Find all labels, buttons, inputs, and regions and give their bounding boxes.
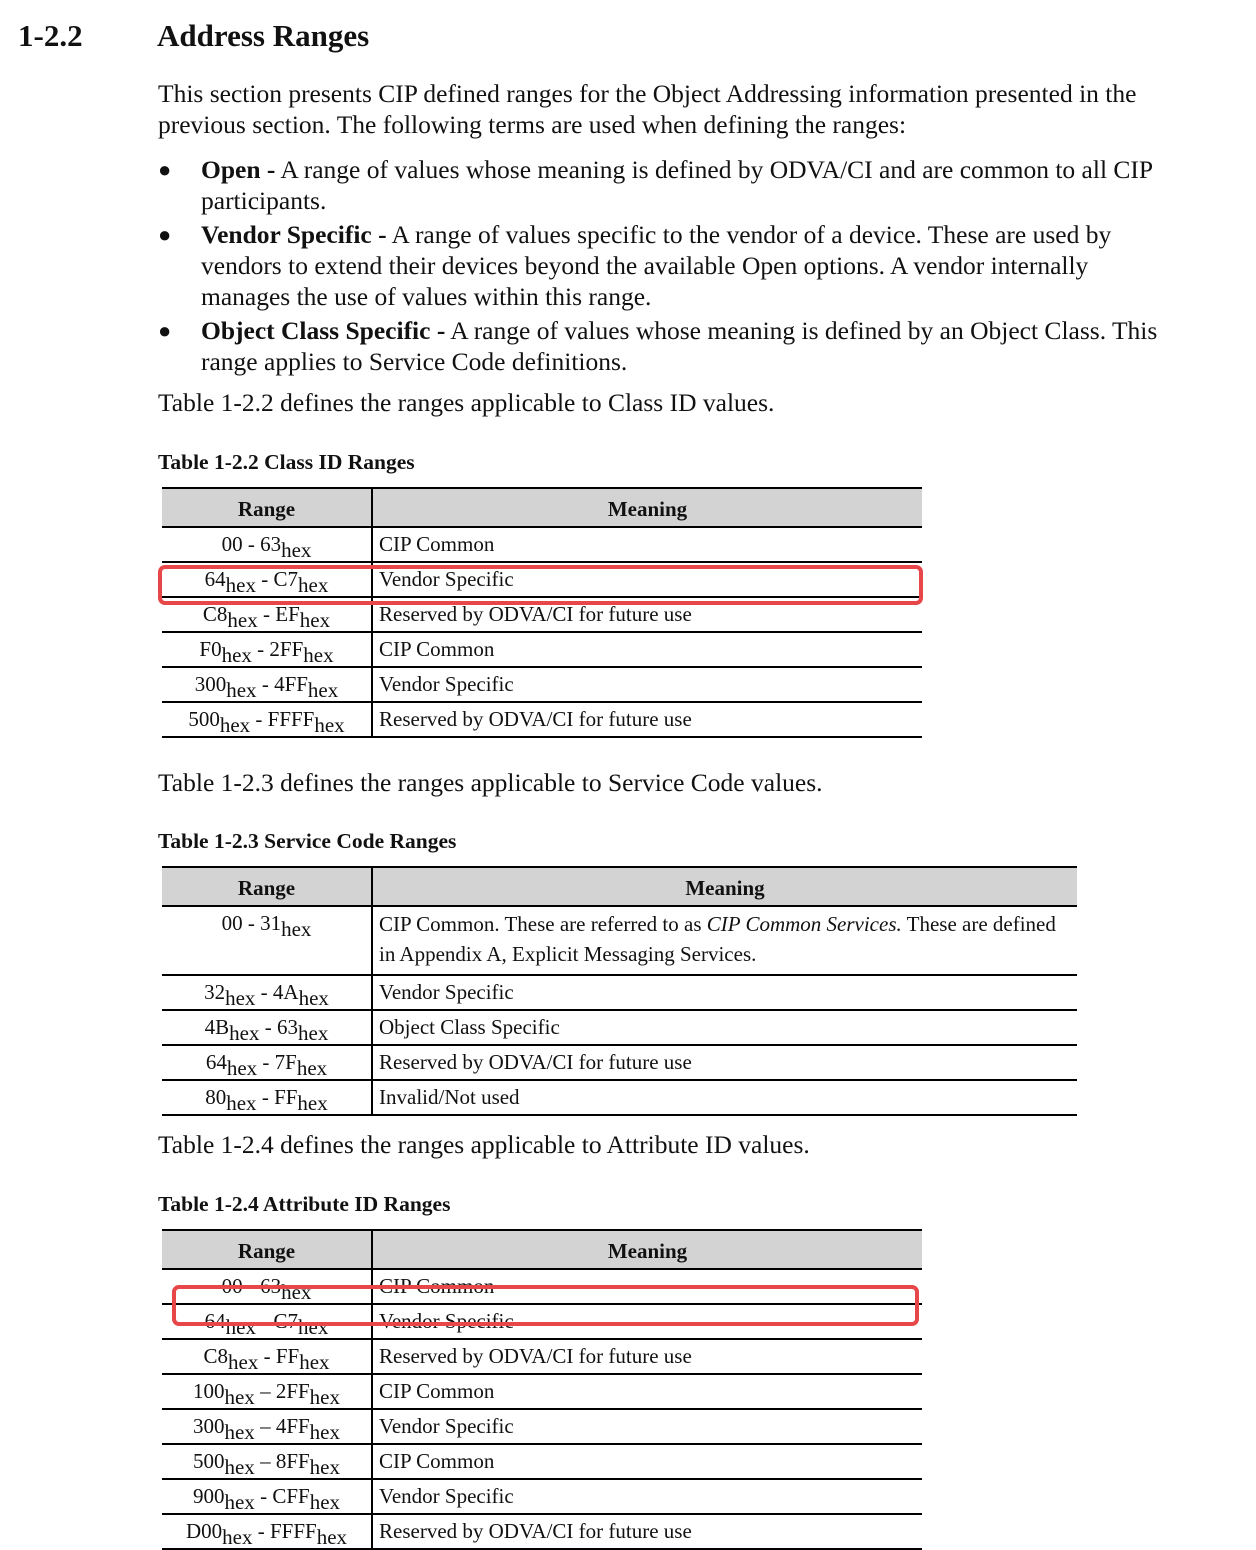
range-start-suffix: hex bbox=[224, 1420, 255, 1444]
meaning-text: Object Class Specific bbox=[379, 1015, 560, 1039]
range-start-suffix: hex bbox=[224, 1385, 255, 1409]
meaning-cell bbox=[372, 1080, 1077, 1115]
range-start: 80 bbox=[205, 1085, 227, 1109]
table-row bbox=[162, 632, 922, 667]
table-row bbox=[162, 1304, 922, 1339]
range-cell bbox=[162, 1409, 372, 1444]
table-row bbox=[162, 1514, 922, 1549]
range-separator: - bbox=[259, 1015, 277, 1039]
range-cell bbox=[162, 597, 372, 632]
range-end: 4A bbox=[272, 980, 299, 1004]
range-end-suffix: hex bbox=[297, 1091, 328, 1115]
range-start: 500 bbox=[192, 1449, 225, 1473]
table-row bbox=[162, 1045, 1077, 1080]
range-start: 100 bbox=[192, 1379, 225, 1403]
meaning-cell bbox=[372, 562, 922, 597]
meaning-text: CIP Common bbox=[379, 1274, 495, 1298]
term-definition: A range of values whose meaning is defined by an Object Class. This range applies to Service Code definitions. bbox=[201, 316, 1158, 376]
range-end-suffix: hex bbox=[298, 1021, 329, 1045]
table-header-row bbox=[162, 488, 922, 527]
range-end-suffix: hex bbox=[303, 643, 334, 667]
meaning-text-continued: These are defined in Appendix A, Explicit Messaging Services. bbox=[379, 912, 1056, 966]
range-cell bbox=[162, 667, 372, 702]
meaning-cell bbox=[372, 1409, 922, 1444]
range-cell bbox=[162, 702, 372, 737]
range-cell bbox=[162, 1045, 372, 1080]
meaning-cell bbox=[372, 667, 922, 702]
table-row bbox=[162, 562, 922, 597]
table-row bbox=[162, 1010, 1077, 1045]
range-end: C7 bbox=[273, 1309, 298, 1333]
meaning-text: Vendor Specific bbox=[379, 672, 514, 696]
meaning-cell bbox=[372, 597, 922, 632]
range-start: F0 bbox=[199, 637, 222, 661]
range-end: FF bbox=[274, 1085, 298, 1109]
table-row bbox=[162, 597, 922, 632]
meaning-text: Reserved by ODVA/CI for future use bbox=[379, 602, 692, 626]
range-start-suffix: hex bbox=[225, 1315, 256, 1339]
bullet-icon: ● bbox=[158, 222, 172, 247]
range-start: 64 bbox=[204, 1309, 226, 1333]
range-start: 00 - 63 bbox=[221, 532, 282, 556]
meaning-text: Reserved by ODVA/CI for future use bbox=[379, 1344, 692, 1368]
range-cell bbox=[162, 562, 372, 597]
meaning-cell bbox=[372, 906, 1077, 975]
range-start: D00 bbox=[185, 1519, 223, 1543]
range-end: 2FF bbox=[275, 1379, 310, 1403]
range-end: FFFF bbox=[269, 1519, 317, 1543]
meaning-cell bbox=[372, 1514, 922, 1549]
range-separator: - bbox=[257, 1050, 275, 1074]
bullet-icon: ● bbox=[158, 157, 172, 182]
term-list bbox=[158, 154, 1168, 377]
range-cell bbox=[162, 1339, 372, 1374]
meaning-text: CIP Common. These are referred to as bbox=[379, 912, 707, 936]
range-column-header: Range bbox=[162, 1230, 372, 1269]
range-start-suffix: hex bbox=[222, 1525, 253, 1549]
range-start: 64 bbox=[204, 567, 226, 591]
range-start: 500 bbox=[188, 707, 220, 731]
table-row bbox=[162, 1409, 922, 1444]
class-id-ranges-table bbox=[162, 487, 922, 738]
range-separator: - bbox=[258, 1344, 276, 1368]
meaning-cell bbox=[372, 632, 922, 667]
range-separator: - bbox=[255, 567, 274, 591]
attribute-id-ranges-table bbox=[162, 1229, 922, 1550]
range-start: C8 bbox=[203, 1344, 228, 1368]
table-lead-class-id: Table 1-2.2 defines the ranges applicable to Class ID values. bbox=[158, 388, 775, 417]
meaning-text: Reserved by ODVA/CI for future use bbox=[379, 1050, 692, 1074]
table-row bbox=[162, 702, 922, 737]
meaning-text: Vendor Specific bbox=[379, 1414, 514, 1438]
range-start-suffix: hex bbox=[228, 1350, 259, 1374]
table-caption-attribute-id: Table 1-2.4 Attribute ID Ranges bbox=[158, 1192, 451, 1216]
table-header-row bbox=[162, 1230, 922, 1269]
term-item-object-class-specific bbox=[158, 315, 1168, 377]
range-cell bbox=[162, 1304, 372, 1339]
table-header-row bbox=[162, 867, 1077, 906]
meaning-cell bbox=[372, 1045, 1077, 1080]
table-row bbox=[162, 975, 1077, 1010]
range-start: 300 bbox=[194, 672, 227, 696]
range-end-suffix: hex bbox=[298, 986, 329, 1010]
meaning-text: Vendor Specific bbox=[379, 980, 514, 1004]
meaning-text: Vendor Specific bbox=[379, 1309, 514, 1333]
table-caption-class-id: Table 1-2.2 Class ID Ranges bbox=[158, 450, 415, 474]
range-end-suffix: hex bbox=[299, 608, 331, 632]
range-separator: - bbox=[250, 707, 268, 731]
range-cell bbox=[162, 1269, 372, 1304]
term-definition: A range of values whose meaning is defined by ODVA/CI and are common to all CIP participants. bbox=[201, 155, 1153, 215]
range-start-suffix: hex bbox=[226, 1056, 258, 1080]
section-body bbox=[158, 78, 1168, 1550]
range-start-suffix: hex bbox=[226, 678, 257, 702]
term-label: Vendor Specific - bbox=[201, 220, 387, 249]
meaning-column-header: Meaning bbox=[372, 488, 922, 527]
table-caption-service-code: Table 1-2.3 Service Code Ranges bbox=[158, 829, 457, 853]
range-start: 900 bbox=[192, 1484, 225, 1508]
range-end: C7 bbox=[273, 567, 298, 591]
meaning-text: CIP Common bbox=[379, 1379, 495, 1403]
range-end-suffix: hex bbox=[316, 1525, 348, 1549]
bullet-icon: ● bbox=[158, 318, 172, 343]
meaning-column-header: Meaning bbox=[372, 1230, 922, 1269]
meaning-cell bbox=[372, 1444, 922, 1479]
term-definition: A range of values specific to the vendor of a device. These are used by vendors to extend their devices beyond the available Open options. A vendor internally manages the use of values within this range. bbox=[201, 220, 1112, 311]
range-column-header: Range bbox=[162, 867, 372, 906]
range-column-header: Range bbox=[162, 488, 372, 527]
table-row bbox=[162, 527, 922, 562]
range-end-suffix: hex bbox=[296, 1056, 328, 1080]
range-start: 4B bbox=[204, 1015, 230, 1039]
range-separator: - bbox=[256, 1085, 275, 1109]
range-end: 2FF bbox=[269, 637, 304, 661]
range-end: 4FF bbox=[274, 672, 308, 696]
range-separator: - bbox=[251, 637, 270, 661]
range-cell bbox=[162, 527, 372, 562]
range-start-suffix: hex bbox=[219, 713, 251, 737]
range-end: 7F bbox=[274, 1050, 297, 1074]
meaning-column-header: Meaning bbox=[372, 867, 1077, 906]
range-end-suffix: hex bbox=[281, 917, 312, 941]
meaning-cell bbox=[372, 1269, 922, 1304]
table-row bbox=[162, 1080, 1077, 1115]
range-end-suffix: hex bbox=[307, 678, 339, 702]
range-end: FF bbox=[275, 1344, 300, 1368]
service-code-ranges-table bbox=[162, 866, 1077, 1116]
range-cell bbox=[162, 1479, 372, 1514]
meaning-text: CIP Common bbox=[379, 637, 495, 661]
range-end: 8FF bbox=[275, 1449, 310, 1473]
range-start: 00 - 31 bbox=[221, 911, 282, 935]
range-end-suffix: hex bbox=[309, 1385, 340, 1409]
meaning-cell bbox=[372, 527, 922, 562]
range-start-suffix: hex bbox=[229, 1021, 260, 1045]
range-end: 4FF bbox=[275, 1414, 310, 1438]
range-separator: - bbox=[255, 1309, 274, 1333]
range-cell bbox=[162, 1080, 372, 1115]
range-cell bbox=[162, 1444, 372, 1479]
range-separator: – bbox=[254, 1414, 276, 1438]
range-start: 64 bbox=[205, 1050, 227, 1074]
range-end: 63 bbox=[277, 1015, 298, 1039]
table-row bbox=[162, 667, 922, 702]
range-separator: - bbox=[256, 672, 275, 696]
meaning-cell bbox=[372, 1374, 922, 1409]
meaning-cell bbox=[372, 975, 1077, 1010]
range-cell bbox=[162, 632, 372, 667]
table-row bbox=[162, 1444, 922, 1479]
range-start-suffix: hex bbox=[225, 573, 256, 597]
range-separator: – bbox=[254, 1449, 276, 1473]
range-end-suffix: hex bbox=[298, 1315, 329, 1339]
term-label: Open - bbox=[201, 155, 276, 184]
table-lead-attribute-id: Table 1-2.4 defines the ranges applicable to Attribute ID values. bbox=[158, 1130, 810, 1159]
range-cell bbox=[162, 1514, 372, 1549]
table-row bbox=[162, 1339, 922, 1374]
range-separator: – bbox=[254, 1379, 276, 1403]
meaning-text: CIP Common bbox=[379, 532, 495, 556]
range-end: FFFF bbox=[267, 707, 315, 731]
table-row bbox=[162, 1479, 922, 1514]
meaning-text: Invalid/Not used bbox=[379, 1085, 520, 1109]
range-cell bbox=[162, 906, 372, 975]
range-start: C8 bbox=[202, 602, 228, 626]
range-end-suffix: hex bbox=[281, 1280, 312, 1304]
range-start: 00 - 63 bbox=[221, 1274, 282, 1298]
range-start-suffix: hex bbox=[225, 986, 256, 1010]
range-end-suffix: hex bbox=[298, 573, 329, 597]
meaning-text: Reserved by ODVA/CI for future use bbox=[379, 1519, 692, 1543]
range-end: EF bbox=[275, 602, 300, 626]
range-end-suffix: hex bbox=[309, 1490, 341, 1514]
meaning-cell bbox=[372, 1479, 922, 1514]
range-start-suffix: hex bbox=[227, 608, 258, 632]
range-separator: - bbox=[257, 602, 276, 626]
meaning-text: Vendor Specific bbox=[379, 567, 514, 591]
term-label: Object Class Specific - bbox=[201, 316, 446, 345]
table-row bbox=[162, 1269, 922, 1304]
term-item-vendor-specific bbox=[158, 219, 1168, 312]
meaning-text: Vendor Specific bbox=[379, 1484, 514, 1508]
meaning-text: Reserved by ODVA/CI for future use bbox=[379, 707, 692, 731]
range-cell bbox=[162, 975, 372, 1010]
table-row bbox=[162, 1374, 922, 1409]
section-number: 1-2.2 bbox=[18, 18, 83, 53]
range-end-suffix: hex bbox=[281, 538, 312, 562]
range-end-suffix: hex bbox=[299, 1350, 330, 1374]
range-start-suffix: hex bbox=[224, 1455, 255, 1479]
meaning-emphasis: CIP Common Services. bbox=[706, 912, 902, 936]
range-cell bbox=[162, 1010, 372, 1045]
range-separator: - bbox=[255, 980, 273, 1004]
table-row bbox=[162, 906, 1077, 975]
range-separator: - bbox=[254, 1484, 273, 1508]
range-end-suffix: hex bbox=[309, 1420, 340, 1444]
meaning-cell bbox=[372, 1339, 922, 1374]
range-separator: - bbox=[252, 1519, 270, 1543]
meaning-cell bbox=[372, 702, 922, 737]
range-start-suffix: hex bbox=[221, 643, 252, 667]
meaning-cell bbox=[372, 1304, 922, 1339]
range-start: 32 bbox=[204, 980, 226, 1004]
range-end-suffix: hex bbox=[314, 713, 345, 737]
range-end-suffix: hex bbox=[309, 1455, 340, 1479]
meaning-text: CIP Common bbox=[379, 1449, 495, 1473]
range-start-suffix: hex bbox=[226, 1091, 257, 1115]
meaning-cell bbox=[372, 1010, 1077, 1045]
intro-paragraph: This section presents CIP defined ranges for the Object Addressing information presented in the previous section. The following terms are used when defining the ranges: bbox=[158, 79, 1137, 139]
range-start-suffix: hex bbox=[224, 1490, 255, 1514]
table-lead-service-code: Table 1-2.3 defines the ranges applicable to Service Code values. bbox=[158, 768, 823, 797]
range-cell bbox=[162, 1374, 372, 1409]
section-title: Address Ranges bbox=[157, 18, 370, 53]
range-start: 300 bbox=[192, 1414, 225, 1438]
range-end: CFF bbox=[272, 1484, 310, 1508]
term-item-open bbox=[158, 154, 1168, 216]
